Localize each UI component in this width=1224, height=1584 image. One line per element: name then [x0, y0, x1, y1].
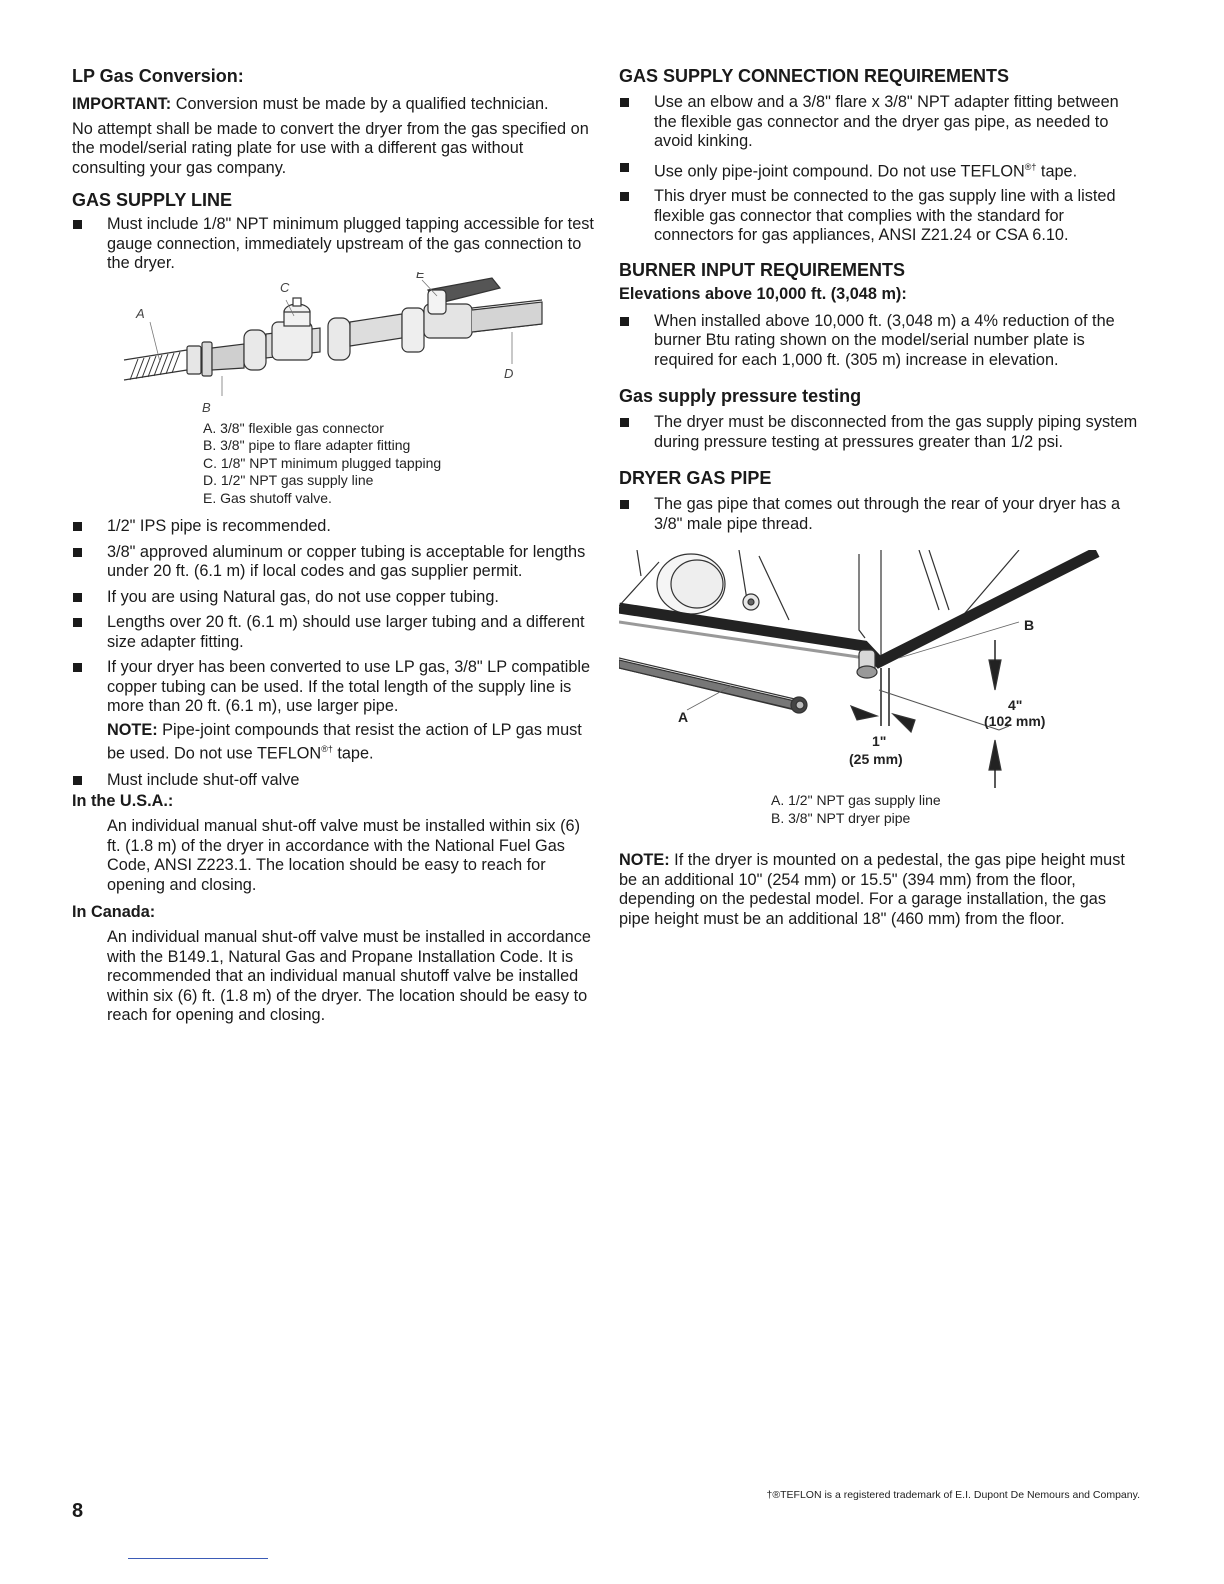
fig1-legend-c: C. 1/8" NPT minimum plugged tapping [203, 454, 442, 471]
dryer-pipe-illustration [619, 550, 1141, 790]
bullet-shutoff: Must include shut-off valve [72, 771, 594, 791]
no-attempt-paragraph: No attempt shall be made to convert the dryer from the gas specified on the model/serial rating plate for use with a different gas without consulting your gas company. [72, 119, 589, 177]
lp-gas-conversion-title: LP Gas Conversion: [72, 66, 244, 86]
bullet-lengths: Lengths over 20 ft. (6.1 m) should use larger tubing and a different size adapter fitting. [72, 613, 594, 652]
pressure-bullets [619, 413, 1141, 452]
important-label: IMPORTANT: [72, 95, 172, 113]
gas-supply-bullets [72, 215, 594, 274]
dryer-pipe-bullets [619, 495, 1141, 534]
lp-note [72, 721, 594, 764]
elevations-title: Elevations above 10,000 ft. (3,048 m): [619, 284, 907, 303]
fig1-legend-e: E. Gas shutoff valve. [203, 489, 332, 506]
lp-note-sup: ®† [321, 744, 333, 754]
page-number: 8 [72, 1500, 84, 1522]
usa-title: In the U.S.A.: [72, 792, 174, 811]
connection-requirements-title: GAS SUPPLY CONNECTION REQUIREMENTS [619, 66, 1010, 86]
fig2-legend-b: B. 3/8" NPT dryer pipe [771, 809, 911, 826]
right-column [619, 66, 1141, 934]
bullet-lp-converted: If your dryer has been converted to use LP gas, 3/8" LP compatible copper tubing can be used. If the total length of the supply line is more than 20 ft. (6.1 m), use larger pipe. [72, 658, 594, 717]
fig1-label-b: B [202, 399, 211, 415]
fig1-label-a: A [136, 305, 145, 321]
fig1-legend-b: B. 3/8" pipe to flare adapter fitting [203, 437, 411, 453]
fig1-legend [72, 420, 594, 508]
dryer-gas-pipe-title: DRYER GAS PIPE [619, 468, 772, 489]
trademark-footnote: †®TEFLON is a registered trademark of E.I. Dupont De Nemours and Company. [766, 1489, 1140, 1501]
fig2-label-one: 1" [872, 733, 887, 750]
bullet-pipe-joint [619, 158, 1141, 182]
fig1-legend-a: A. 3/8" flexible gas connector [203, 419, 384, 436]
important-text: Conversion must be made by a qualified technician. [171, 95, 549, 113]
fig1-label-d: D [504, 365, 514, 381]
pedestal-note-text: If the dryer is mounted on a pedestal, the gas pipe height must be an additional 10" (254 mm) or 15.5" (394 mm) from the floor, depending on the pedestal model. For a garage installation, the gas pipe height must be an additional 18" (460 mm) from the floor. [619, 851, 1125, 928]
fig2-label-four: 4" [1008, 697, 1023, 714]
bullet-tapping: Must include 1/8" NPT minimum plugged tapping accessible for test gauge connection, immediately upstream of the gas connection to the dryer. [72, 215, 594, 274]
bullet-male-thread: The gas pipe that comes out through the rear of your dryer has a 3/8" male pipe thread. [619, 495, 1141, 534]
pedestal-note-label: NOTE: [619, 851, 670, 870]
burner-bullets [619, 312, 1141, 371]
left-column [72, 66, 594, 1031]
shutoff-bullet-list [72, 771, 594, 791]
fig2-label-four-mm: (102 mm) [984, 713, 1046, 730]
dryer-gas-pipe-figure [619, 550, 1141, 790]
fig2-label-a: A [678, 709, 689, 726]
pedestal-note [619, 851, 1141, 929]
usa-text: An individual manual shut-off valve must be installed within six (6) ft. (1.8 m) of the dryer in accordance with the National Fuel Gas Code, ANSI Z223.1. The location should be easy to reach for opening and closing. [107, 817, 580, 894]
gas-supply-line-title: GAS SUPPLY LINE [72, 190, 233, 210]
gas-supply-line-figure [72, 272, 594, 422]
bullet-natural-gas: If you are using Natural gas, do not use copper tubing. [72, 588, 594, 608]
bullet-flexible-connector: This dryer must be connected to the gas supply line with a listed flexible gas connector that complies with the standard for connectors for gas appliances, ANSI Z21.24 or CSA 6.10. [619, 187, 1141, 246]
canada-title: In Canada: [72, 903, 156, 922]
bullet-elbow: Use an elbow and a 3/8" flare x 3/8" NPT adapter fitting between the flexible gas connector and the dryer gas pipe, as needed to avoid kinking. [619, 93, 1141, 152]
pressure-testing-title: Gas supply pressure testing [619, 386, 862, 407]
canada-text: An individual manual shut-off valve must be installed in accordance with the B149.1, Natural Gas and Propane Installation Code. It is recommended that an individual manual shutoff valve be installed within six (6) ft. (1.8 m) of the dryer. The location should be easy to reach for opening and closing. [107, 928, 591, 1025]
lp-note-end: tape. [332, 744, 374, 763]
lp-note-text: Pipe-joint compounds that resist the action of LP gas must be used. Do not use TEFLON [107, 720, 582, 763]
fig2-legend [619, 792, 1141, 827]
bullet-tubing: 3/8" approved aluminum or copper tubing is acceptable for lengths under 20 ft. (6.1 m) if local codes and gas supplier permit. [72, 543, 594, 582]
fig1-label-c: C [280, 279, 290, 295]
bullet-pressure-testing: The dryer must be disconnected from the gas supply piping system during pressure testing at pressures greater than 1/2 psi. [619, 413, 1141, 452]
important-paragraph [72, 95, 594, 115]
bullet-elevation-reduction: When installed above 10,000 ft. (3,048 m) a 4% reduction of the burner Btu rating shown on the model/serial number plate is required for each 1,000 ft. (305 m) increase in elevation. [619, 312, 1141, 371]
fig1-label-e: E [416, 271, 425, 281]
bullet-ips-pipe: 1/2" IPS pipe is recommended. [72, 517, 594, 537]
pipe-joint-sup: ®† [1024, 161, 1037, 172]
pipe-joint-end: tape. [1036, 161, 1078, 180]
fig2-label-one-mm: (25 mm) [849, 751, 903, 768]
fig2-label-b: B [1024, 617, 1035, 634]
footer-link-underline [128, 1558, 268, 1559]
burner-input-title: BURNER INPUT REQUIREMENTS [619, 259, 906, 280]
gas-connection-illustration [72, 272, 594, 422]
fig2-legend-a: A. 1/2" NPT gas supply line [771, 792, 941, 809]
pipe-joint-text: Use only pipe-joint compound. Do not use TEFLON [654, 161, 1025, 180]
fig1-legend-d: D. 1/2" NPT gas supply line [203, 472, 374, 488]
gas-supply-bullets-2 [72, 517, 594, 717]
connection-bullets [619, 93, 1141, 246]
lp-note-label: NOTE: [107, 720, 158, 739]
